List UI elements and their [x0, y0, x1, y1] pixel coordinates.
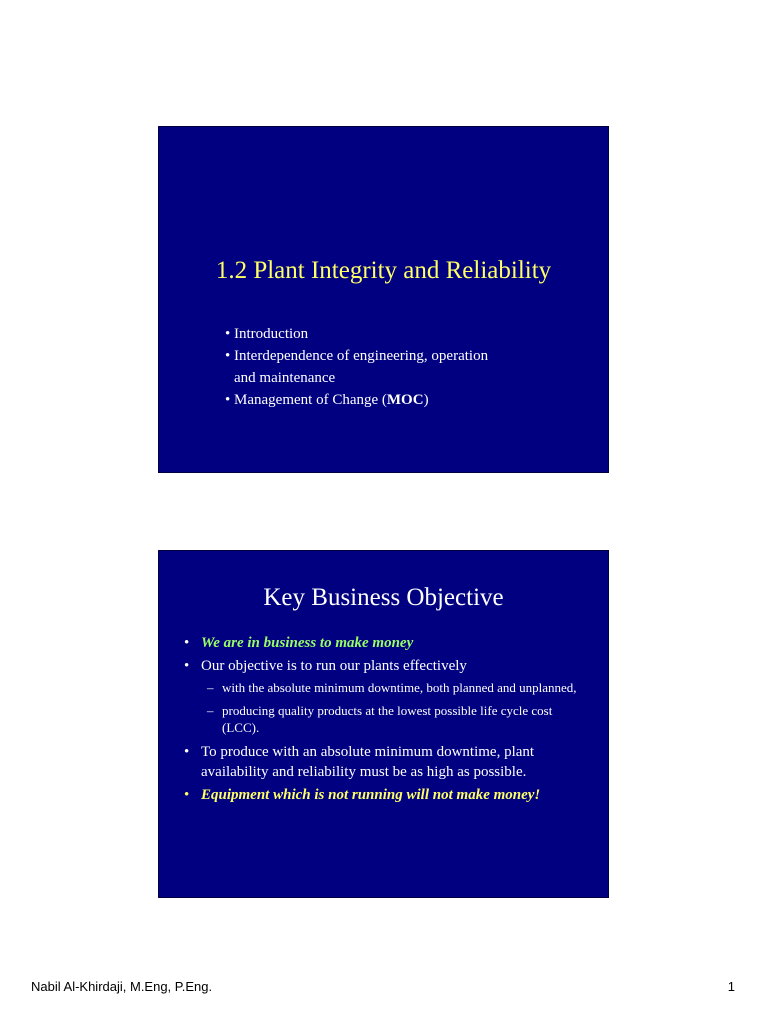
- list-item-text: Management of Change (: [234, 392, 387, 408]
- bullet-mark: •: [184, 635, 190, 651]
- bullet-mark: •: [225, 326, 231, 342]
- highlight-text-yellow: Equipment which is not running will not make money!: [201, 787, 541, 803]
- list-item-text: Introduction: [234, 326, 309, 342]
- list-item: [182, 656, 582, 676]
- page-number: 1: [727, 979, 735, 994]
- list-item: [225, 345, 585, 389]
- slide-2-title: Key Business Objective: [263, 584, 504, 611]
- list-item: [182, 633, 582, 653]
- list-item-text: Interdependence of engineering, operation: [234, 348, 489, 364]
- bullet-mark: •: [184, 744, 190, 760]
- bullet-mark: •: [184, 787, 190, 803]
- sub-list-item-text: producing quality products at the lowest possible life cycle cost (LCC).: [222, 703, 553, 735]
- bullet-mark: •: [225, 392, 231, 408]
- list-item: [225, 323, 585, 345]
- bullet-mark: •: [184, 658, 190, 674]
- dash-mark: –: [207, 703, 214, 718]
- slide-2: [158, 550, 609, 898]
- list-item: [182, 742, 582, 782]
- sub-list-item-text: with the absolute minimum downtime, both planned and unplanned,: [222, 680, 577, 695]
- list-item-text-continuation: and maintenance: [234, 370, 336, 386]
- slide-2-bullet-list: [182, 633, 582, 808]
- bullet-mark: •: [225, 348, 231, 364]
- list-item-text: To produce with an absolute minimum downtime, plant availability and reliability must be as high as possible.: [201, 744, 535, 780]
- slide-1: [158, 126, 609, 473]
- sub-list-item: [182, 679, 582, 696]
- slide-1-title: 1.2 Plant Integrity and Reliability: [215, 257, 552, 284]
- list-item-text: Our objective is to run our plants effectively: [201, 658, 467, 674]
- moc-abbreviation: MOC: [386, 392, 424, 408]
- list-item: [225, 389, 585, 411]
- dash-mark: –: [207, 680, 214, 695]
- list-item: [182, 785, 582, 805]
- highlight-text-green: We are in business to make money: [201, 635, 414, 651]
- sub-list-item: [182, 702, 582, 736]
- slide-1-bullet-list: [225, 323, 585, 411]
- footer-author: Nabil Al-Khirdaji, M.Eng, P.Eng.: [31, 979, 213, 994]
- list-item-text-end: ): [423, 392, 429, 408]
